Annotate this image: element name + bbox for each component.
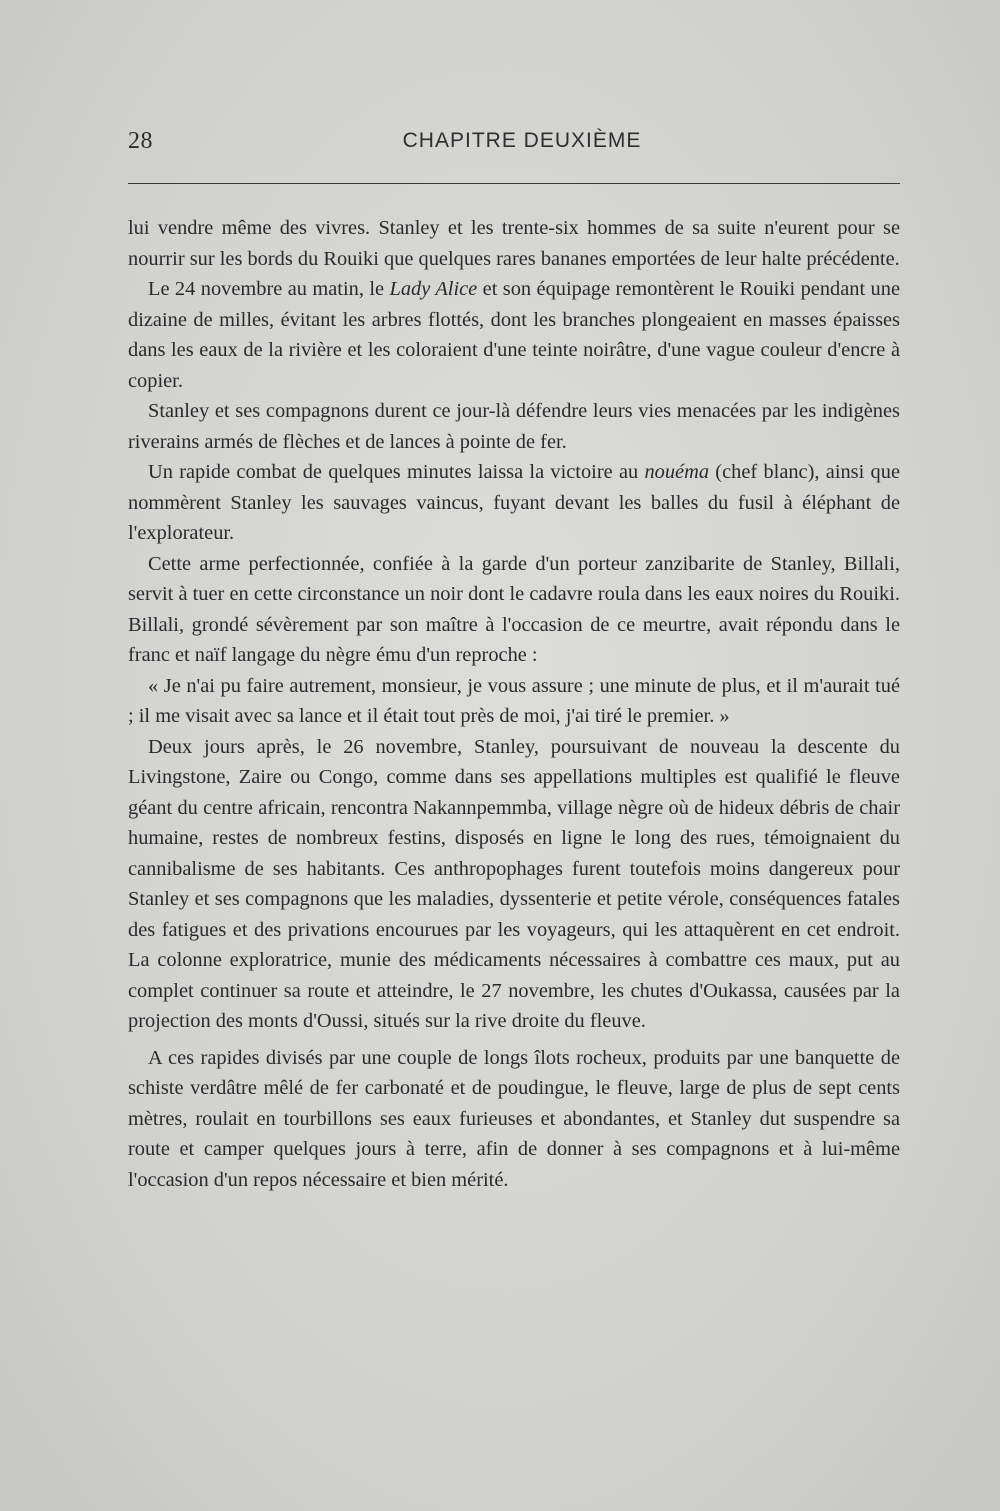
paragraph (128, 396, 900, 457)
paragraph (128, 274, 900, 396)
paragraph-text: Un rapide combat de quelques minutes laissa la victoire au (148, 461, 645, 483)
header-rule (128, 183, 900, 184)
paragraph-text: et son équipage remontèrent le Rouiki pendant une dizaine de milles, évitant les arbres flottés, dont les branches plongeaient en masses épaisses dans les eaux de la rivière et les coloraient d'une teinte noirâtre, d'une vague couleur d'encre à copier. (128, 278, 900, 392)
paragraph-text: Stanley et ses compagnons durent ce jour-là défendre leurs vies menacées par les indigènes riverains armés de flèches et de lances à pointe de fer. (128, 400, 900, 453)
paragraph (128, 457, 900, 549)
quotation-text: « Je n'ai pu faire autrement, monsieur, je vous assure ; une minute de plus, et il m'aurait tué ; il me visait avec sa lance et il était tout près de moi, j'ai tiré le premier. » (128, 674, 900, 727)
page-number: 28 (128, 128, 153, 154)
body-text (128, 213, 900, 1195)
chapter-title: CHAPITRE DEUXIÈME (402, 129, 642, 152)
paragraph (128, 732, 900, 1037)
foreign-term: nouéma (644, 461, 710, 483)
paragraph-text: (chef blanc), ainsi que nommèrent Stanley les sauvages vaincus, fuyant devant les balles du fusil à éléphant de l'explorateur. (128, 461, 901, 544)
paragraph (128, 1043, 900, 1196)
ship-name: Lady Alice (389, 278, 478, 300)
paragraph-text: A ces rapides divisés par une couple de longs îlots rocheux, produits par une banquette de schiste verdâtre mêlé de fer carbonaté et de poudingue, le fleuve, large de plus de sept cents mètres, roulait en tourbillons ses eaux furieuses et abondantes, et Stanley dut suspendre sa route et camper quelques jours à terre, afin de donner à ses compagnons et à lui-même l'occasion d'un repos nécessaire et bien mérité. (128, 1046, 900, 1191)
page-header (128, 128, 900, 158)
quotation (128, 671, 900, 732)
paragraph-text: lui vendre même des vivres. Stanley et les trente-six hommes de sa suite n'eurent pour se nourrir sur les bords du Rouiki que quelques rares bananes emportées de leur halte précédente. (128, 217, 900, 270)
paragraph (128, 213, 900, 274)
paragraph-text: Cette arme perfectionnée, confiée à la garde d'un porteur zanzibarite de Stanley, Billali, servit à tuer en cette circonstance un noir dont le cadavre roula dans les eaux noires du Rouiki. Billali, grondé sévèrement par son maître à l'occasion de ce meurtre, avait répondu dans le franc et naïf langage du nègre ému d'un reproche : (128, 552, 900, 666)
paragraph (128, 549, 900, 671)
paragraph-text: Deux jours après, le 26 novembre, Stanley, poursuivant de nouveau la descente du Livingstone, Zaire ou Congo, comme dans ses appellations multiples est qualifié le fleuve géant du centre africain, rencontra Nakannpemmba, village nègre où de hideux débris de chair humaine, restes de nombreux festins, disposés en ligne le long des rues, témoignaient du cannibalisme de ses habitants. Ces anthropophages furent toutefois moins dangereux pour Stanley et ses compagnons que les maladies, dyssenterie et petite vérole, conséquences fatales des fatigues et des privations encourues par les voyageurs, qui les attaquèrent en cet endroit. La colonne exploratrice, munie des médicaments nécessaires à combattre ces maux, put au complet continuer sa route et atteindre, le 27 novembre, les chutes d'Oukassa, causées par la projection des monts d'Oussi, situés sur la rive droite du fleuve. (128, 735, 900, 1032)
paragraph-text: Le 24 novembre au matin, le (148, 278, 390, 300)
